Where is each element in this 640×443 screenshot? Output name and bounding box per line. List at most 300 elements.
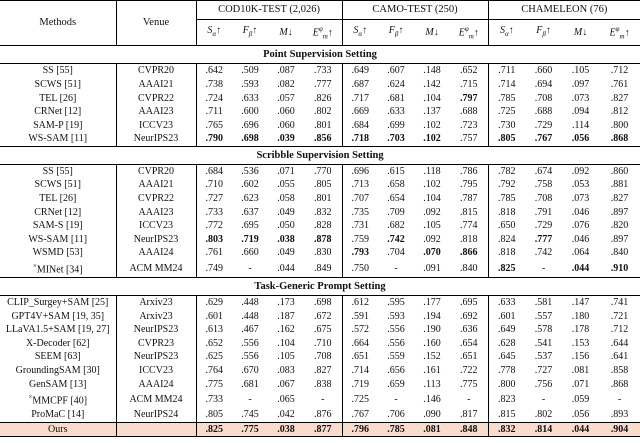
venue-cell: AAAI21 (116, 78, 196, 92)
value-cell: .832 (488, 422, 525, 437)
value-cell: .710 (304, 337, 342, 351)
value-cell: .825 (498, 262, 516, 274)
value-cell: .118 (423, 165, 441, 177)
value-cell: .856 (304, 132, 342, 146)
value-cell: .719 (241, 233, 259, 245)
value-cell: .696 (351, 165, 370, 177)
value-cell: .090 (423, 409, 441, 421)
value-cell: .105 (423, 220, 441, 232)
value-cell: .645 (498, 351, 516, 363)
value-cell: .910 (610, 262, 629, 274)
value-cell: .652 (450, 64, 488, 78)
value-cell: .633 (498, 296, 516, 308)
value-cell: .636 (450, 323, 488, 337)
venue-cell: CVPR23 (116, 337, 196, 351)
value-cell: .180 (571, 310, 590, 322)
value-cell: .649 (351, 65, 370, 77)
value-cell: .650 (498, 220, 516, 232)
value-cell: .827 (610, 193, 629, 205)
metric-symbol: E (312, 27, 319, 39)
value-cell: - (248, 393, 252, 405)
value-cell: .706 (387, 409, 405, 421)
value-cell: - (541, 262, 546, 274)
value-cell: .709 (387, 206, 405, 218)
value-cell: .815 (498, 409, 516, 421)
venue-cell: NeurIPS23 (116, 233, 196, 247)
metric-symbol: M (425, 26, 434, 38)
value-cell: .104 (423, 92, 441, 104)
value-cell: .897 (610, 233, 629, 245)
value-cell: .660 (534, 65, 553, 77)
metric-arrow: ↑ (398, 25, 404, 37)
table-row (0, 295, 640, 309)
value-cell: .848 (450, 422, 488, 437)
method-name: TEL [26] (39, 193, 77, 205)
value-cell: .081 (571, 364, 590, 376)
venue-cell: ICCV23 (116, 119, 196, 133)
value-cell: .153 (571, 337, 590, 349)
value-cell: .046 (571, 206, 590, 218)
method-cell (0, 260, 116, 277)
method-cell (0, 132, 116, 146)
value-cell: .104 (277, 337, 295, 349)
metric-sub: m (322, 32, 328, 41)
value-cell: .717 (351, 92, 370, 104)
method-cell (0, 337, 116, 351)
group-header-cod10k: COD10K-TEST (2,026) (196, 1, 342, 20)
venue-cell: NeurIPS23 (116, 323, 196, 337)
value-cell: .756 (534, 378, 553, 390)
method-cell (0, 105, 116, 119)
value-cell: .541 (534, 337, 553, 349)
value-cell: .664 (351, 337, 370, 349)
table-row (0, 178, 640, 192)
value-cell: .092 (423, 233, 441, 245)
value-cell: .828 (304, 219, 342, 233)
value-cell: .649 (498, 324, 516, 336)
value-cell: .177 (423, 296, 441, 308)
method-cell (0, 378, 116, 392)
value-cell: .712 (610, 65, 629, 77)
method-name: GenSAM [13] (29, 378, 87, 390)
value-cell: .624 (387, 78, 405, 90)
value-cell: .742 (387, 233, 405, 245)
value-cell: .815 (450, 206, 488, 220)
value-cell: .187 (277, 310, 295, 322)
value-cell: .593 (241, 78, 259, 90)
value-cell: .654 (450, 337, 488, 351)
value-cell: .056 (571, 133, 590, 145)
value-cell: .161 (423, 364, 441, 376)
section-header-row (0, 277, 640, 295)
value-cell: .091 (423, 262, 441, 274)
value-cell: .070 (423, 247, 441, 259)
value-cell: .893 (610, 409, 629, 421)
results-table-body (0, 46, 640, 437)
method-cell (0, 192, 116, 206)
method-cell (0, 364, 116, 378)
value-cell: .082 (277, 78, 295, 90)
header-row-groups (0, 1, 640, 20)
metric-arrow: ↑ (362, 25, 368, 37)
value-cell: .777 (304, 78, 342, 92)
metric-arrow: ↑ (327, 27, 333, 39)
value-cell: .718 (351, 133, 370, 145)
value-cell: .105 (277, 351, 295, 363)
group-header-camo: CAMO-TEST (250) (342, 1, 488, 20)
value-cell: .727 (534, 364, 553, 376)
value-cell: .682 (387, 220, 405, 232)
value-cell: .801 (304, 119, 342, 133)
value-cell: .060 (277, 119, 295, 131)
value-cell: .628 (498, 337, 516, 349)
value-cell: .714 (498, 78, 516, 90)
metric-sup: φ (318, 25, 323, 33)
value-cell: .782 (498, 165, 516, 177)
value-cell: .805 (205, 409, 223, 421)
value-cell: .775 (450, 378, 488, 392)
value-cell: .102 (423, 179, 441, 191)
value-cell: .684 (205, 165, 223, 177)
metric-header-3 (304, 20, 342, 46)
table-row (0, 260, 640, 277)
value-cell: .083 (277, 364, 295, 376)
value-cell: .729 (534, 220, 553, 232)
value-cell: .729 (534, 119, 553, 131)
value-cell: .067 (277, 378, 295, 390)
value-cell: .757 (450, 132, 488, 146)
value-cell: .695 (450, 295, 488, 309)
value-cell: .060 (277, 106, 295, 118)
method-cell (0, 119, 116, 133)
value-cell: .711 (498, 65, 516, 77)
value-cell: .064 (571, 247, 590, 259)
method-name: MINet [34] (36, 264, 83, 276)
metric-symbol: F (242, 25, 249, 37)
value-cell: .820 (610, 220, 629, 232)
value-cell: .688 (534, 106, 553, 118)
value-cell: .173 (277, 296, 295, 308)
venue-cell: ICCV23 (116, 364, 196, 378)
value-cell: .148 (423, 65, 441, 77)
method-cell (0, 310, 116, 324)
method-cell (0, 295, 116, 309)
value-cell: .897 (610, 206, 629, 218)
value-cell: .725 (351, 393, 370, 405)
value-cell: .633 (241, 92, 259, 104)
value-cell: .860 (610, 165, 629, 177)
value-cell: .698 (241, 133, 259, 145)
value-cell: .849 (304, 260, 342, 277)
value-cell: .802 (304, 105, 342, 119)
value-cell: .537 (534, 351, 553, 363)
value-cell: .805 (498, 133, 516, 145)
value-cell: .745 (241, 409, 259, 421)
value-cell: .805 (304, 178, 342, 192)
metric-symbol: E (458, 27, 465, 39)
value-cell: .557 (534, 310, 553, 322)
value-cell: .698 (304, 295, 342, 309)
value-cell: .076 (571, 220, 590, 232)
value-cell: .633 (387, 106, 405, 118)
metric-arrow: ↑ (473, 27, 479, 39)
method-cell (0, 422, 116, 437)
value-cell: .102 (423, 133, 441, 145)
value-cell: .612 (351, 296, 370, 308)
value-cell: .094 (571, 106, 590, 118)
value-cell: .796 (342, 422, 378, 437)
value-cell: .840 (610, 247, 629, 259)
value-cell: .832 (304, 206, 342, 220)
value-cell: .724 (205, 92, 223, 104)
value-cell: .793 (351, 247, 370, 259)
value-cell: .092 (571, 165, 590, 177)
metric-sub: α (212, 30, 217, 39)
value-cell: .721 (610, 310, 629, 322)
method-name: CRNet [12] (34, 206, 82, 218)
value-cell: .087 (277, 65, 295, 77)
metric-header-9 (525, 20, 562, 46)
method-name: Ours (48, 423, 68, 435)
value-cell: .081 (414, 422, 450, 437)
value-cell: .097 (571, 78, 590, 90)
value-cell: .656 (387, 364, 405, 376)
value-cell: .785 (498, 193, 516, 205)
value-cell: .881 (610, 179, 629, 191)
value-cell: .731 (351, 220, 370, 232)
section-header-row (0, 46, 640, 64)
value-cell: .448 (241, 310, 259, 322)
value-cell: .704 (387, 247, 405, 259)
value-cell: .823 (498, 393, 516, 405)
method-name: SS [55] (42, 165, 73, 177)
method-name: SAM-S [19] (32, 220, 83, 232)
value-cell: .818 (450, 233, 488, 247)
table-row (0, 364, 640, 378)
method-name: SCWS [51] (34, 78, 81, 90)
method-name: SAM-P [19] (33, 119, 83, 131)
value-cell: .602 (241, 179, 259, 191)
value-cell: .039 (277, 133, 295, 145)
value-cell: .659 (387, 378, 405, 390)
value-cell: .817 (450, 408, 488, 422)
table-row (0, 132, 640, 146)
method-cell (0, 350, 116, 364)
value-cell: .038 (268, 422, 304, 437)
table-row (0, 164, 640, 178)
method-name: WSMD [53] (32, 247, 83, 259)
value-cell: .637 (241, 206, 259, 218)
value-cell: .699 (387, 119, 405, 131)
value-cell: .046 (571, 233, 590, 245)
metric-sub: m (468, 32, 474, 41)
value-cell: .044 (277, 262, 295, 274)
value-cell: .774 (450, 219, 488, 233)
value-cell: .825 (196, 422, 232, 437)
value-cell: .786 (450, 164, 488, 178)
method-name: SS [55] (42, 65, 73, 77)
section-title: Point Supervision Setting (0, 46, 640, 64)
metric-arrow: ↓ (582, 26, 588, 38)
metric-arrow: ↑ (252, 25, 258, 37)
method-cell (0, 206, 116, 220)
method-cell (0, 64, 116, 78)
value-cell: .792 (498, 179, 516, 191)
value-cell: .711 (205, 106, 223, 118)
value-cell: .759 (351, 233, 370, 245)
value-cell: .601 (498, 310, 516, 322)
value-cell: .707 (351, 193, 370, 205)
value-cell: .714 (351, 364, 370, 376)
method-cell (0, 178, 116, 192)
value-cell: .684 (351, 119, 370, 131)
method-cell (0, 78, 116, 92)
table-row (0, 105, 640, 119)
value-cell: .556 (387, 337, 405, 349)
value-cell: .607 (387, 65, 405, 77)
value-cell: .053 (571, 179, 590, 191)
value-cell: .790 (205, 133, 223, 145)
value-cell: - (450, 391, 488, 408)
value-cell: .681 (241, 378, 259, 390)
value-cell: .572 (351, 324, 370, 336)
table-row (0, 323, 640, 337)
value-cell: .795 (450, 178, 488, 192)
value-cell: .055 (277, 179, 295, 191)
table-row (0, 246, 640, 260)
value-cell: .448 (241, 296, 259, 308)
value-cell: .142 (423, 78, 441, 90)
value-cell: .578 (534, 324, 553, 336)
value-cell: .761 (205, 247, 223, 259)
value-cell: .722 (450, 364, 488, 378)
value-cell: .858 (610, 364, 629, 376)
value-cell: .818 (498, 247, 516, 259)
value-cell: .800 (498, 378, 516, 390)
value-cell: .826 (304, 92, 342, 106)
venue-cell: NeurIPS24 (116, 408, 196, 422)
value-cell: .733 (205, 206, 223, 218)
value-cell: .866 (450, 246, 488, 260)
metric-header-2 (268, 20, 304, 46)
value-cell: .049 (277, 206, 295, 218)
venue-cell: CVPR20 (116, 164, 196, 178)
value-cell: .777 (534, 233, 553, 245)
value-cell: .147 (571, 296, 590, 308)
value-cell: .797 (450, 92, 488, 106)
value-cell: - (394, 393, 398, 405)
method-cell (0, 233, 116, 247)
value-cell: .092 (423, 206, 441, 218)
venue-cell: ACM MM24 (116, 391, 196, 408)
value-cell: .104 (423, 193, 441, 205)
metric-symbol: S (207, 25, 213, 37)
table-row (0, 206, 640, 220)
value-cell: - (248, 262, 252, 274)
value-cell: .708 (304, 350, 342, 364)
venue-cell: AAAI21 (116, 178, 196, 192)
metric-arrow: ↓ (287, 26, 293, 38)
venue-cell: ICCV23 (116, 219, 196, 233)
method-name: CLIP_Surgey+SAM [25] (7, 296, 109, 308)
value-cell: .613 (205, 324, 223, 336)
value-cell: .772 (205, 220, 223, 232)
metric-symbol: M (279, 26, 288, 38)
metric-arrow: ↑ (216, 25, 222, 37)
value-cell: - (617, 393, 622, 405)
value-cell: .738 (205, 78, 223, 90)
table-row (0, 408, 640, 422)
value-cell: .814 (525, 422, 562, 437)
metric-symbol: S (499, 25, 505, 37)
value-cell: .156 (571, 351, 590, 363)
value-cell: .687 (351, 78, 370, 90)
cross-mark: × (32, 262, 37, 271)
value-cell: .770 (304, 164, 342, 178)
section-title: Scribble Supervision Setting (0, 146, 640, 164)
value-cell: .669 (351, 106, 370, 118)
value-cell: .556 (241, 337, 259, 349)
method-name: LLaVA1.5+SAM [19, 27] (5, 324, 110, 336)
venue-cell: AAAI23 (116, 206, 196, 220)
value-cell: .536 (241, 165, 259, 177)
value-cell: .044 (562, 422, 599, 437)
value-cell: .818 (498, 206, 516, 218)
metric-symbol: E (609, 27, 616, 39)
value-cell: .113 (423, 378, 441, 390)
value-cell: - (394, 262, 398, 274)
value-cell: .765 (205, 119, 223, 131)
value-cell: .160 (423, 337, 441, 349)
metric-header-10 (562, 20, 599, 46)
venue-cell: CVPR22 (116, 92, 196, 106)
value-cell: .681 (387, 92, 405, 104)
value-cell: .830 (304, 246, 342, 260)
value-cell: .696 (241, 119, 259, 131)
value-cell: .758 (534, 179, 553, 191)
method-cell (0, 219, 116, 233)
venue-cell: NeurIPS23 (116, 132, 196, 146)
value-cell: .050 (277, 220, 295, 232)
metric-sub: β (394, 30, 399, 39)
venue-cell: AAAI24 (116, 246, 196, 260)
value-cell: .057 (277, 92, 295, 104)
value-cell: .733 (304, 64, 342, 78)
method-name: SCWS [51] (34, 179, 81, 191)
metric-header-8 (488, 20, 525, 46)
value-cell: .137 (423, 106, 441, 118)
venue-cell: AAAI23 (116, 105, 196, 119)
venue-cell: ACM MM24 (116, 260, 196, 277)
table-row (0, 391, 640, 408)
value-cell: .764 (205, 364, 223, 376)
table-row (0, 350, 640, 364)
metric-arrow: ↑ (624, 27, 630, 39)
value-cell: .703 (387, 133, 405, 145)
method-name: GPT4V+SAM [19, 35] (11, 310, 105, 322)
value-cell: .038 (277, 233, 295, 245)
metric-header-11 (599, 20, 640, 46)
value-cell: .904 (599, 422, 640, 437)
metric-header-1 (232, 20, 268, 46)
venue-cell: Arxiv23 (116, 310, 196, 324)
value-cell: .692 (450, 310, 488, 324)
venue-cell: CVPR20 (116, 64, 196, 78)
value-cell: .073 (571, 193, 590, 205)
metric-header-5 (378, 20, 414, 46)
value-cell: .750 (351, 262, 370, 274)
value-cell: .071 (571, 378, 590, 390)
